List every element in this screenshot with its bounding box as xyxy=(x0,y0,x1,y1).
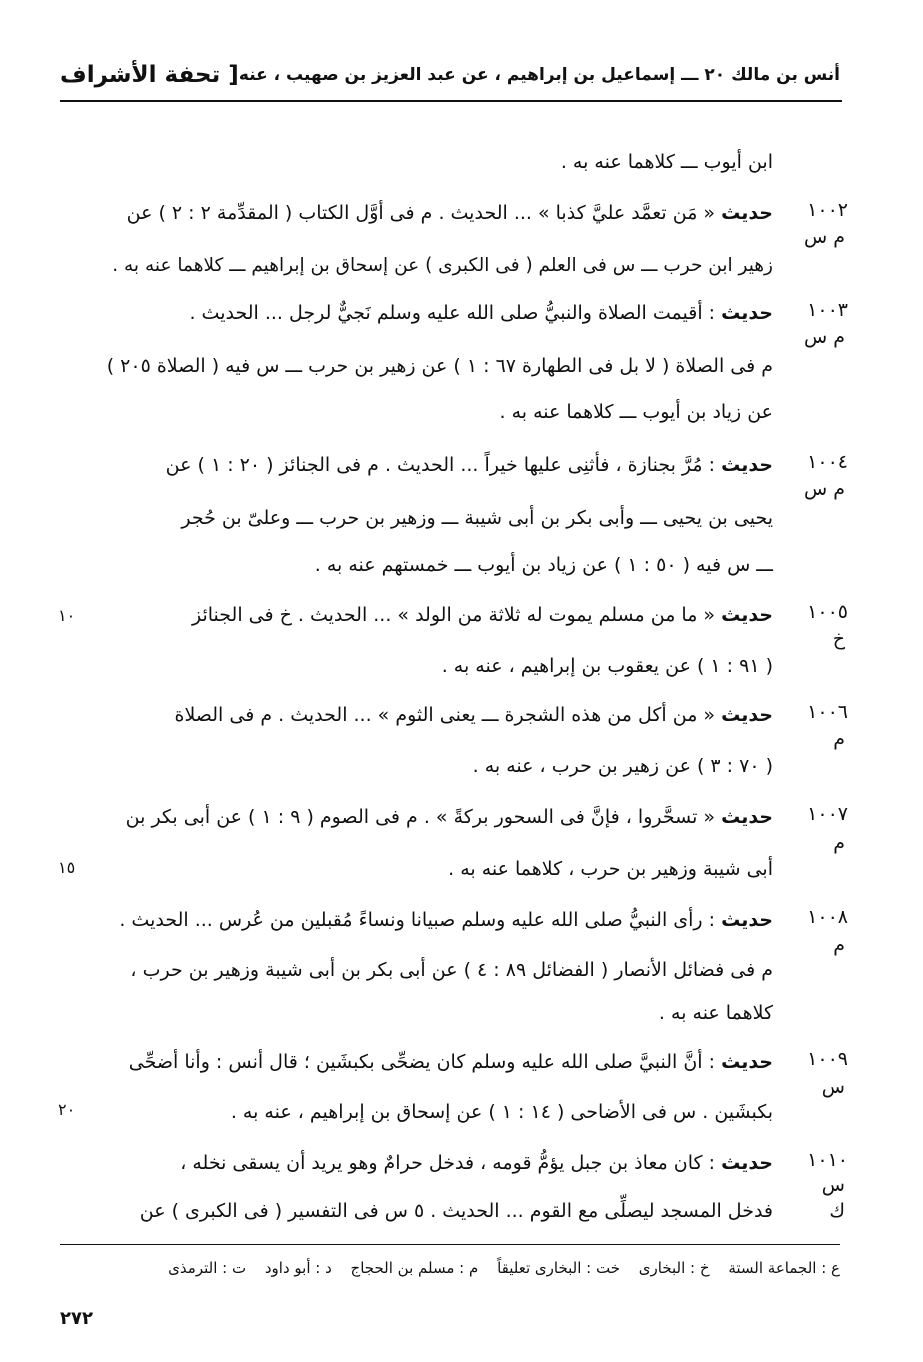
abbreviations-key xyxy=(60,1254,840,1282)
entry-line: حديث : أنَّ النبيَّ صلى الله عليه وسلم كان يضحِّى بكبشَين ؛ قال أنس : وأنا أضحِّى xyxy=(128,1051,773,1073)
source-codes xyxy=(805,324,845,350)
hadith-number: ١٠١٠ xyxy=(807,1149,848,1171)
continuation-line: ابن أيوب ـــ كلاهما عنه به . xyxy=(560,151,773,173)
margin-line-number: ١٥ xyxy=(58,858,76,877)
entry-line: حديث : أقيمت الصلاة والنبيُّ صلى الله عليه وسلم نَجيٌّ لرجل ... الحديث . xyxy=(189,302,773,324)
entry-line: ( ٧٠ : ٣ ) عن زهير بن حرب ، عنه به . xyxy=(472,755,773,777)
entry-line: عن زياد بن أيوب ـــ كلاهما عنه به . xyxy=(499,401,773,423)
hadith-keyword: حديث xyxy=(721,604,773,626)
hadith-keyword: حديث xyxy=(721,1051,773,1073)
source-code: س xyxy=(803,326,828,348)
source-code: خ xyxy=(832,628,845,650)
source-code: ك xyxy=(829,1200,845,1222)
source-code: س xyxy=(821,1076,845,1098)
source-code: م xyxy=(833,832,845,854)
source-codes xyxy=(805,932,845,958)
hadith-keyword: حديث xyxy=(721,302,773,324)
abbreviation: ع : الجماعة الستة xyxy=(728,1259,840,1277)
entry-line: حديث « من أكل من هذه الشجرة ـــ يعنى الثوم » ... الحديث . م فى الصلاة xyxy=(174,704,773,726)
hadith-number: ١٠٠٣ xyxy=(807,299,848,321)
entry-line: ( ٩١ : ١ ) عن يعقوب بن إبراهيم ، عنه به . xyxy=(441,655,773,677)
entry-line: حديث : رأى النبيُّ صلى الله عليه وسلم صبيانا ونساءً مُقبلين من عُرس ... الحديث . xyxy=(119,909,773,931)
source-code: م xyxy=(833,226,845,248)
header-book-title: [ تحفة الأشراف xyxy=(60,62,239,88)
source-codes xyxy=(805,1074,845,1100)
source-codes xyxy=(805,726,845,752)
source-code: س xyxy=(821,1174,845,1196)
source-code: س xyxy=(803,478,828,500)
entry-line: حديث « ما من مسلم يموت له ثلاثة من الولد » ... الحديث . خ فى الجنائز xyxy=(191,604,773,626)
source-codes xyxy=(805,1172,845,1224)
margin-line-number: ١٠ xyxy=(58,606,76,625)
hadith-number: ١٠٠٤ xyxy=(807,451,848,473)
source-code: م xyxy=(833,728,845,750)
abbreviation: ت : الترمذى xyxy=(168,1259,247,1277)
entry-line: فدخل المسجد ليصلِّى مع القوم ... الحديث . ٥ س فى التفسير ( فى الكبرى ) عن xyxy=(139,1200,773,1222)
header-title: أنس بن مالك ٢٠ ـــ إسماعيل بن إبراهيم ، عن عبد العزيز بن صهيب ، عنه xyxy=(238,65,840,85)
entry-line: م فى فضائل الأنصار ( الفضائل ٨٩ : ٤ ) عن أبى بكر بن أبى شيبة وزهير بن حرب ، xyxy=(130,959,773,981)
entry-line: حديث « مَن تعمَّد عليَّ كذبا » ... الحديث . م فى أوَّل الكتاب ( المقدِّمة ٢ : ٢ ) عن xyxy=(126,202,773,224)
hadith-keyword: حديث xyxy=(721,909,773,931)
source-code: س xyxy=(803,226,828,248)
entry-line: م فى الصلاة ( لا بل فى الطهارة ٦٧ : ١ ) عن زهير بن حرب ـــ س فيه ( الصلاة ٢٠٥ ) xyxy=(106,355,773,377)
entry-line: ـــ س فيه ( ٥٠ : ١ ) عن زياد بن أيوب ـــ خمستهم عنه به . xyxy=(314,554,773,576)
entry-line: حديث : كان معاذ بن جبل يؤمُّ قومه ، فدخل حرامٌ وهو يريد أن يسقى نخله ، xyxy=(180,1152,773,1174)
source-code: م xyxy=(833,478,845,500)
hadith-keyword: حديث xyxy=(721,704,773,726)
hadith-number: ١٠٠٦ xyxy=(807,701,848,723)
running-header xyxy=(60,52,840,98)
source-codes xyxy=(805,224,845,250)
hadith-number: ١٠٠٥ xyxy=(807,601,848,623)
entry-line: زهير ابن حرب ـــ س فى العلم ( فى الكبرى ) عن إسحاق بن إبراهيم ـــ كلاهما عنه به . xyxy=(112,255,773,276)
source-code: م xyxy=(833,326,845,348)
abbreviation: خ : البخارى xyxy=(638,1259,710,1277)
entry-line: أبى شيبة وزهير بن حرب ، كلاهما عنه به . xyxy=(448,858,773,880)
footer-divider xyxy=(60,1244,840,1245)
entry-line: بكبشَين . س فى الأضاحى ( ١٤ : ١ ) عن إسحاق بن إبراهيم ، عنه به . xyxy=(230,1101,773,1123)
entry-line: حديث : مُرَّ بجنازة ، فأثنِى عليها خيراً ... الحديث . م فى الجنائز ( ٢٠ : ١ ) عن xyxy=(165,454,773,476)
hadith-number: ١٠٠٧ xyxy=(807,803,848,825)
hadith-number: ١٠٠٩ xyxy=(807,1048,848,1070)
entry-line: حديث « تسحَّروا ، فإنَّ فى السحور بركةً » . م فى الصوم ( ٩ : ١ ) عن أبى بكر بن xyxy=(125,806,773,828)
hadith-keyword: حديث xyxy=(721,202,773,224)
source-codes xyxy=(805,626,845,652)
source-codes xyxy=(805,476,845,502)
source-code: م xyxy=(833,934,845,956)
hadith-keyword: حديث xyxy=(721,806,773,828)
abbreviation: د : أبو داود xyxy=(264,1259,332,1277)
source-codes xyxy=(805,830,845,856)
hadith-keyword: حديث xyxy=(721,1152,773,1174)
hadith-number: ١٠٠٨ xyxy=(807,906,848,928)
page-number: ٢٧٢ xyxy=(60,1308,93,1329)
abbreviation: خت : البخارى تعليقاً xyxy=(497,1259,620,1277)
abbreviation: م : مسلم بن الحجاج xyxy=(350,1259,479,1277)
hadith-keyword: حديث xyxy=(721,454,773,476)
hadith-number: ١٠٠٢ xyxy=(807,199,848,221)
margin-line-number: ٢٠ xyxy=(58,1100,76,1119)
entry-line: كلاهما عنه به . xyxy=(658,1002,773,1024)
entry-line: يحيى بن يحيى ـــ وأبى بكر بن أبى شيبة ـــ وزهير بن حرب ـــ وعلىّ بن حُجر xyxy=(181,507,773,529)
header-divider xyxy=(60,100,842,102)
